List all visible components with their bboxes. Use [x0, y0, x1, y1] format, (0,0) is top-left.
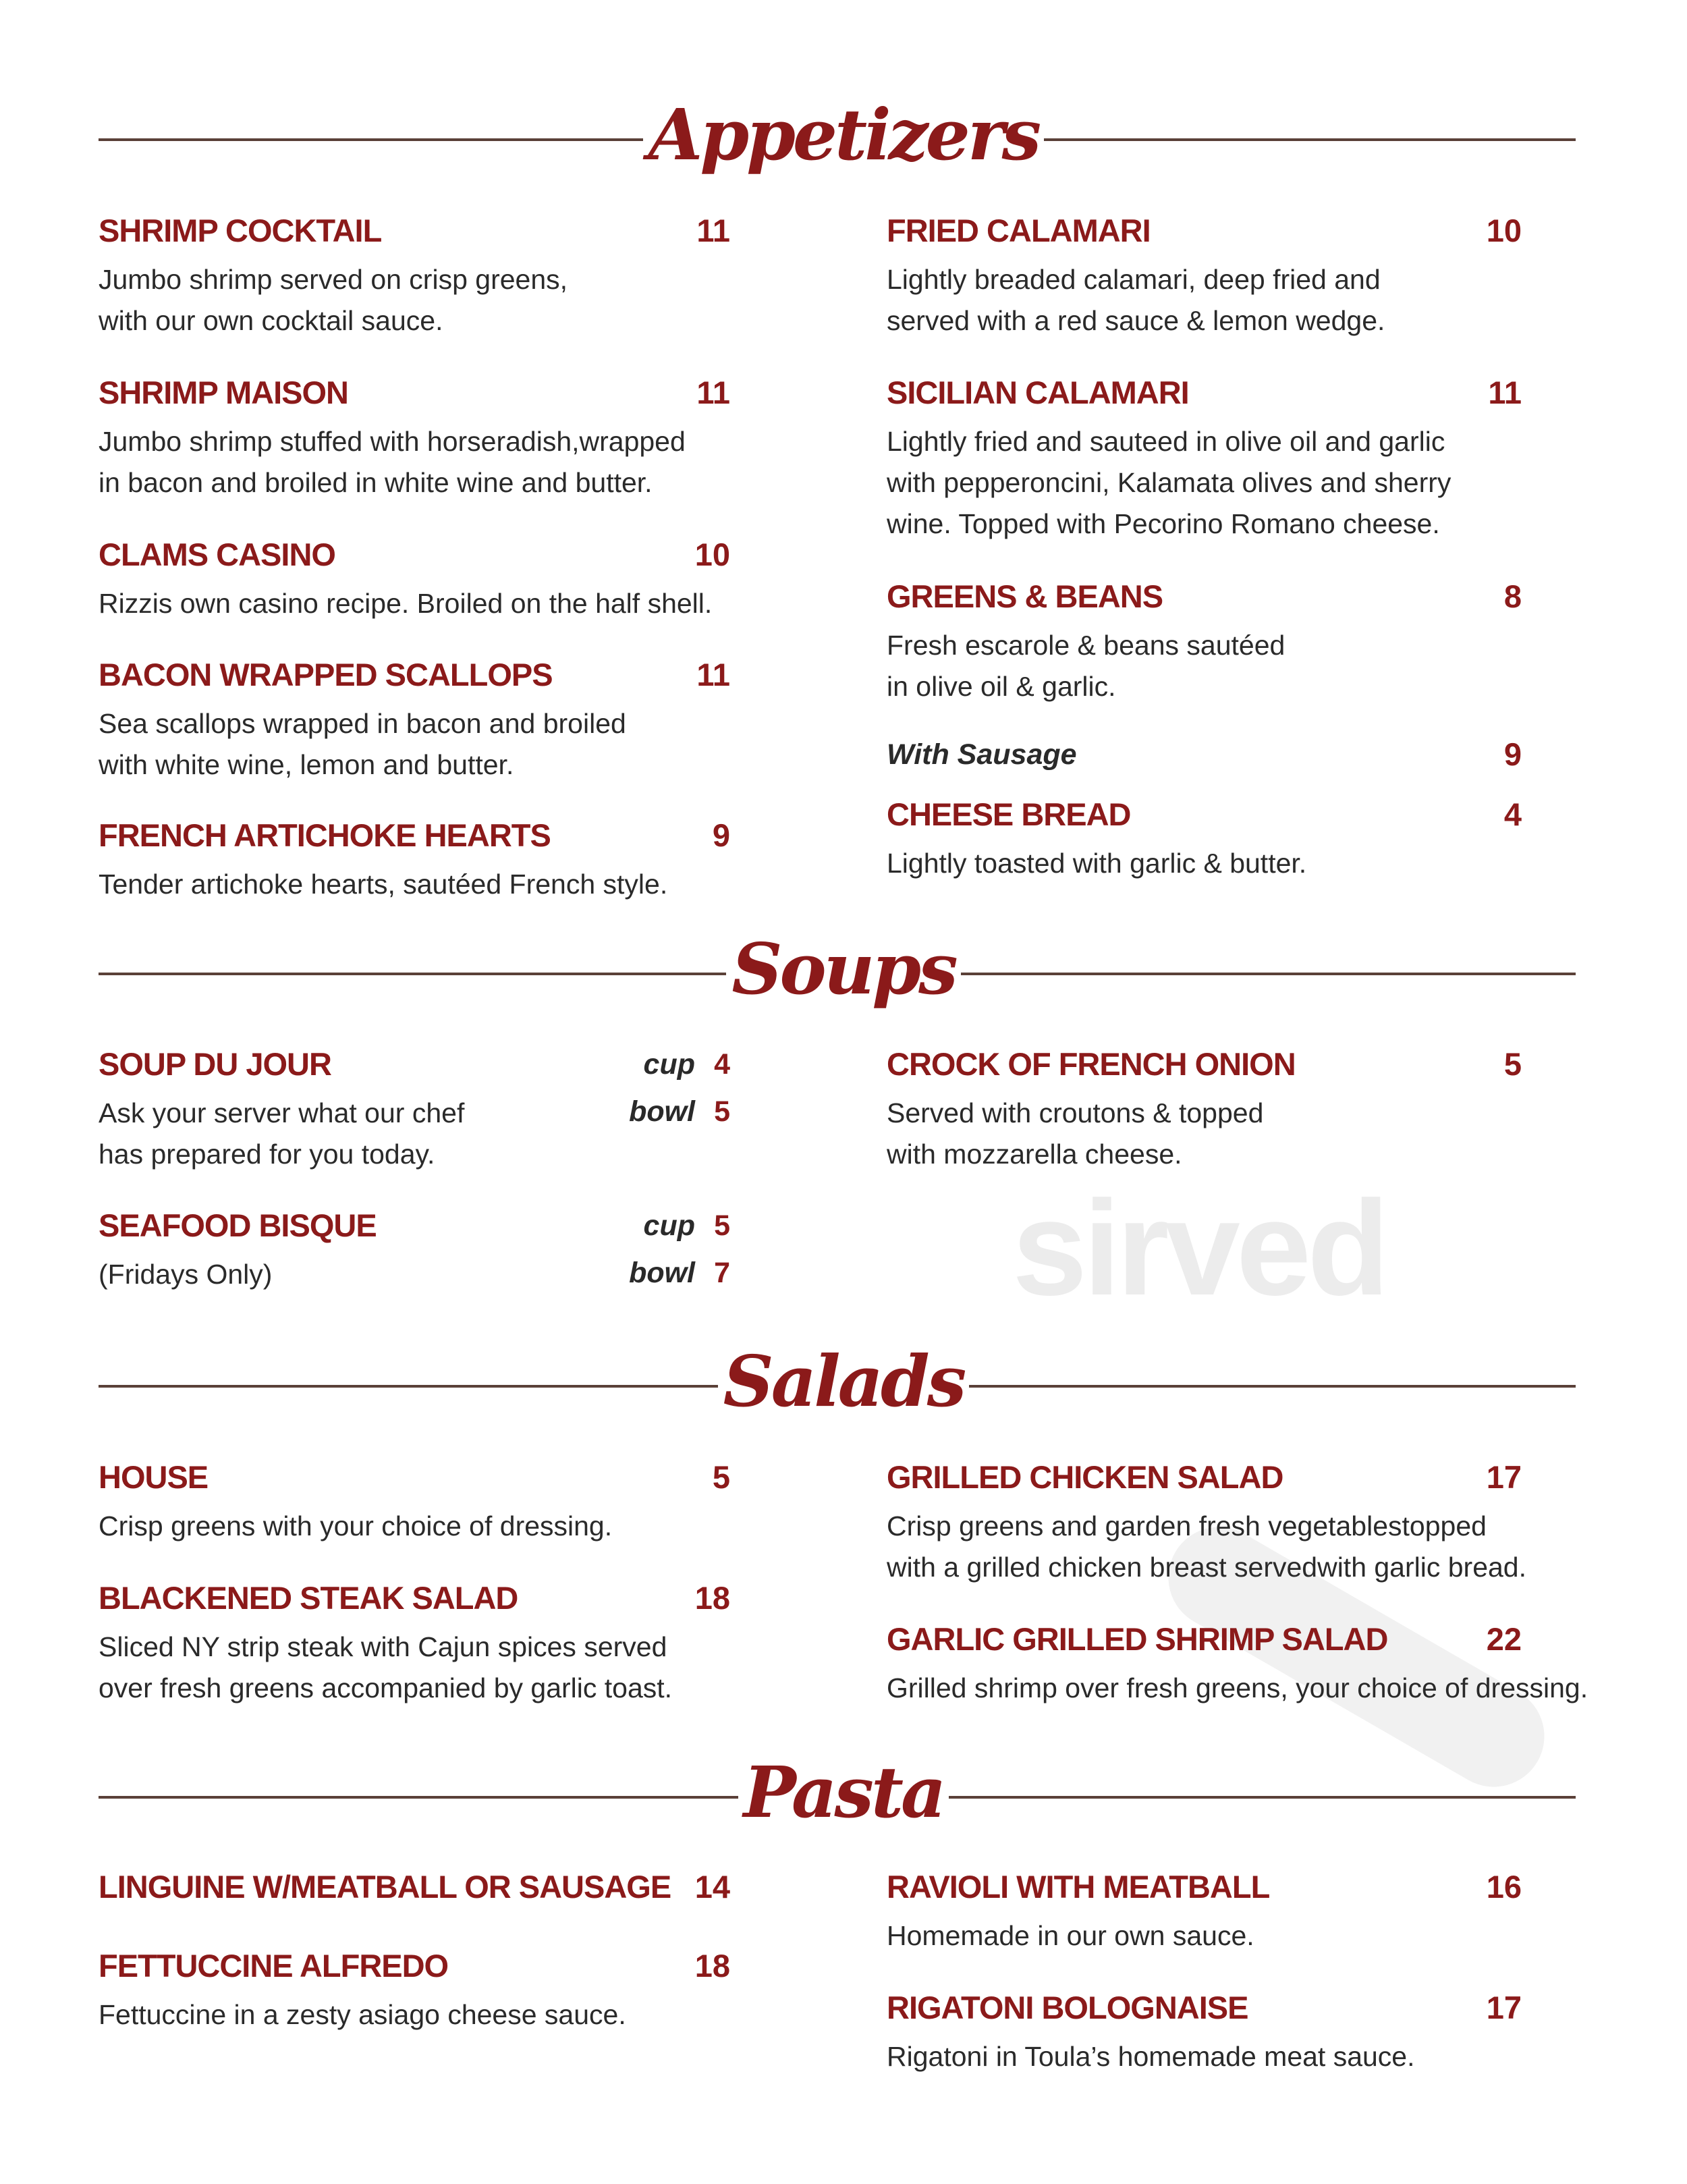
item-description — [99, 1994, 730, 2036]
description-line: with a grilled chicken breast servedwith garlic bread. — [887, 1552, 1527, 1583]
description-line: Fettuccine in a zesty asiago cheese sauce. — [99, 1999, 626, 2030]
description-line: Rizzis own casino recipe. Broiled on the half shell. — [99, 588, 713, 619]
description-line: Crisp greens with your choice of dressing. — [99, 1510, 613, 1541]
description-line: Fresh escarole & beans sautéed — [887, 630, 1285, 661]
section-title — [0, 925, 1687, 1013]
menu-item — [99, 207, 730, 342]
item-header — [887, 1863, 1522, 1911]
description-line: with mozzarella cheese. — [887, 1139, 1182, 1170]
menu-item — [99, 1863, 730, 1911]
menu-item — [99, 651, 730, 786]
description-line: served with a red sauce & lemon wedge. — [887, 305, 1385, 336]
section-title-text: Salads — [718, 1340, 970, 1423]
item-description — [99, 1506, 730, 1547]
item-name: SICILIAN CALAMARI — [887, 375, 1189, 410]
menu-item — [99, 531, 730, 624]
item-price: 11 — [1488, 375, 1522, 410]
item-header — [887, 369, 1522, 416]
item-description — [99, 421, 730, 503]
item-price: 11 — [696, 375, 730, 410]
item-name: SHRIMP MAISON — [99, 375, 348, 410]
menu-item — [887, 1616, 1588, 1709]
menu-item — [99, 812, 730, 905]
description-line: (Fridays Only) — [99, 1259, 273, 1290]
menu-item — [887, 1041, 1522, 1175]
section-title-text: Soups — [726, 927, 960, 1010]
item-name: RIGATONI BOLOGNAISE — [887, 1990, 1248, 2025]
description-line: Homemade in our own sauce. — [887, 1920, 1254, 1951]
item-header — [99, 1863, 730, 1911]
item-description — [887, 2036, 1522, 2077]
item-name: SEAFOOD BISQUE — [99, 1207, 377, 1243]
section-title — [0, 1338, 1687, 1425]
item-header — [887, 1041, 1522, 1088]
item-name: FETTUCCINE ALFREDO — [99, 1948, 449, 1984]
section-title-text: Pasta — [738, 1751, 949, 1834]
menu-item — [99, 1454, 730, 1547]
item-name: FRENCH ARTICHOKE HEARTS — [99, 817, 551, 853]
item-name: BLACKENED STEAK SALAD — [99, 1580, 518, 1616]
item-header — [99, 207, 730, 254]
item-price: 4 — [1503, 796, 1522, 832]
item-price: 5 — [1503, 1046, 1522, 1082]
size-option — [629, 1088, 730, 1135]
item-description — [99, 1627, 730, 1709]
section-title — [0, 1749, 1687, 1836]
item-description — [887, 843, 1522, 884]
item-name: CLAMS CASINO — [99, 537, 335, 572]
section-title-text: Appetizers — [643, 93, 1044, 176]
item-price: 14 — [694, 1869, 730, 1905]
item-header — [99, 651, 730, 699]
item-header — [99, 1454, 730, 1501]
item-price: 16 — [1486, 1869, 1522, 1905]
size-price: 5 — [714, 1095, 730, 1128]
menu-item — [99, 1942, 730, 2036]
description-line: Jumbo shrimp stuffed with horseradish,wrapped — [99, 426, 686, 457]
item-description — [887, 421, 1522, 545]
item-description — [887, 1506, 1527, 1588]
size-option — [644, 1041, 730, 1088]
item-header — [887, 791, 1522, 838]
description-line: Rigatoni in Toula’s homemade meat sauce. — [887, 2041, 1415, 2072]
menu-item — [887, 207, 1522, 342]
item-price: 11 — [696, 213, 730, 248]
menu-item — [99, 1202, 730, 1295]
item-name: HOUSE — [99, 1459, 209, 1495]
item-price: 22 — [1486, 1621, 1522, 1657]
menu-item — [887, 1863, 1522, 1957]
menu-item — [887, 369, 1522, 545]
description-line: in bacon and broiled in white wine and butter. — [99, 467, 653, 498]
menu-item — [99, 369, 730, 503]
description-line: Lightly toasted with garlic & butter. — [887, 848, 1307, 879]
description-line: with our own cocktail sauce. — [99, 305, 443, 336]
item-price: 17 — [1486, 1990, 1522, 2025]
description-line: Sliced NY strip steak with Cajun spices served — [99, 1631, 667, 1662]
item-price: 17 — [1486, 1459, 1522, 1495]
item-name: GARLIC GRILLED SHRIMP SALAD — [887, 1621, 1388, 1657]
item-header — [99, 1575, 730, 1622]
item-price: 10 — [1486, 213, 1522, 248]
item-name: CROCK OF FRENCH ONION — [887, 1046, 1296, 1082]
menu-item — [887, 573, 1522, 772]
item-header — [99, 369, 730, 416]
item-price: 10 — [694, 537, 730, 572]
item-header — [887, 573, 1522, 620]
item-header — [887, 1984, 1522, 2031]
item-price: 5 — [712, 1459, 730, 1495]
item-description — [99, 259, 730, 342]
item-name: SHRIMP COCKTAIL — [99, 213, 382, 248]
description-line: Ask your server what our chef — [99, 1097, 465, 1128]
description-line: Sea scallops wrapped in bacon and broiled — [99, 708, 626, 739]
size-option — [629, 1249, 730, 1296]
variant-label: With Sausage — [887, 738, 1077, 771]
item-price: 8 — [1503, 578, 1522, 614]
item-price: 18 — [694, 1948, 730, 1984]
item-price: 11 — [696, 657, 730, 692]
item-header — [887, 1454, 1522, 1501]
variant-price: 9 — [1503, 736, 1522, 772]
item-name: GREENS & BEANS — [887, 578, 1163, 614]
size-label: cup — [643, 1209, 695, 1242]
item-variant — [887, 731, 1522, 778]
description-line: Crisp greens and garden fresh vegetablestopped — [887, 1510, 1487, 1541]
item-header — [99, 1041, 730, 1088]
size-price: 7 — [714, 1257, 730, 1289]
description-line: Lightly fried and sauteed in olive oil and garlic — [887, 426, 1445, 457]
item-header — [99, 812, 730, 859]
description-line: Tender artichoke hearts, sautéed French style. — [99, 869, 668, 900]
menu-item — [887, 1454, 1527, 1588]
item-description — [99, 864, 730, 905]
item-name: BACON WRAPPED SCALLOPS — [99, 657, 553, 692]
section-title — [0, 91, 1687, 179]
item-price: 9 — [712, 817, 730, 853]
item-description — [887, 259, 1522, 342]
description-line: over fresh greens accompanied by garlic toast. — [99, 1672, 673, 1703]
item-name: FRIED CALAMARI — [887, 213, 1151, 248]
description-line: in olive oil & garlic. — [887, 671, 1116, 702]
item-description — [887, 1093, 1522, 1175]
item-header — [887, 207, 1522, 254]
size-price: 4 — [714, 1048, 730, 1081]
description-line: Served with croutons & topped — [887, 1097, 1264, 1128]
item-name: RAVIOLI WITH MEATBALL — [887, 1869, 1270, 1905]
item-name: CHEESE BREAD — [887, 796, 1131, 832]
item-name: LINGUINE W/MEATBALL OR SAUSAGE — [99, 1869, 671, 1905]
item-header — [99, 1942, 730, 1990]
item-name: GRILLED CHICKEN SALAD — [887, 1459, 1283, 1495]
item-header — [887, 1616, 1522, 1663]
size-label: bowl — [629, 1095, 695, 1128]
item-header — [99, 531, 730, 578]
item-description — [887, 625, 1522, 707]
size-label: bowl — [629, 1257, 695, 1289]
item-description — [887, 1668, 1588, 1709]
watermark: sirved — [1012, 1173, 1386, 1323]
description-line: Lightly breaded calamari, deep fried and — [887, 264, 1381, 295]
item-description — [99, 703, 730, 786]
menu-item — [887, 1984, 1522, 2077]
size-price: 5 — [714, 1209, 730, 1242]
menu-item — [99, 1575, 730, 1709]
item-header — [99, 1202, 730, 1249]
item-name: SOUP DU JOUR — [99, 1046, 331, 1082]
item-description — [887, 1915, 1522, 1957]
item-price: 18 — [694, 1580, 730, 1616]
description-line: with pepperoncini, Kalamata olives and sherry — [887, 467, 1451, 498]
description-line: with white wine, lemon and butter. — [99, 749, 514, 780]
description-line: Jumbo shrimp served on crisp greens, — [99, 264, 568, 295]
description-line: Grilled shrimp over fresh greens, your choice of dressing. — [887, 1672, 1588, 1703]
description-line: wine. Topped with Pecorino Romano cheese. — [887, 508, 1440, 539]
item-description — [99, 583, 730, 624]
size-label: cup — [643, 1048, 695, 1081]
menu-item — [887, 791, 1522, 884]
size-option — [644, 1202, 730, 1249]
menu-item — [99, 1041, 730, 1175]
description-line: has prepared for you today. — [99, 1139, 435, 1170]
